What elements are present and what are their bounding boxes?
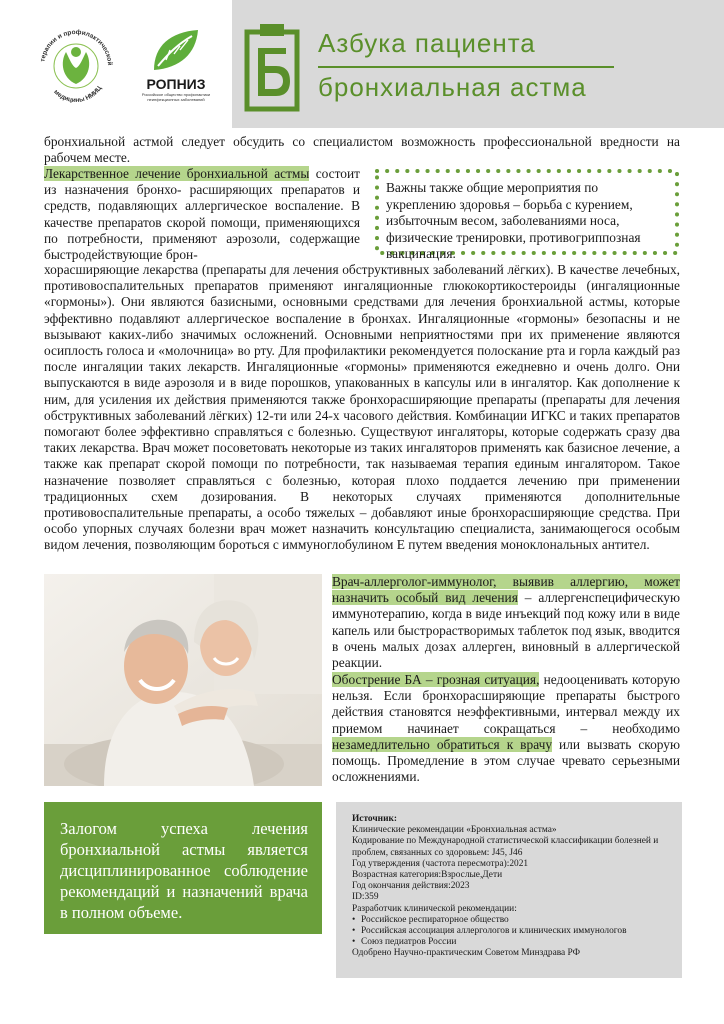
source-line: ID:359 — [352, 892, 379, 903]
allergist-highlight: Врач-аллерголог-иммунолог, выявив аллергию, может назначить особый вид лечения — [332, 574, 680, 606]
leaf-logo-icon — [136, 26, 216, 74]
logos-area — [0, 0, 232, 128]
nmits-logo-icon — [36, 22, 116, 110]
developer-list — [352, 915, 672, 949]
source-line: Год окончания действия:2023 — [352, 881, 470, 892]
treatment-text: состоит из назначения бронхо- расширяющих препаратов и средств, подавляющих аллергическое воспаление. В качестве препаратов скорой помощи, применяющихся по потребности, применяют аэрозоли, содержащие быстродействующие брон- — [44, 166, 360, 263]
source-title: Источник: — [352, 814, 397, 824]
developer-item: • Российская ассоциация аллергологов и клинических иммунологов — [352, 926, 672, 937]
ropniz-subtitle: Российское общество профилактики неинфекционных заболеваний — [141, 92, 211, 102]
success-box — [44, 802, 322, 934]
svg-text:терапии и профилактической: терапии и профилактической — [39, 28, 114, 66]
exacerbation-highlight: Обострение БА – грозная ситуация, — [332, 672, 540, 687]
title-divider — [318, 66, 614, 68]
exacerbation-end: или вызвать скорую помощь. Промедление в этом случае чревато серьезными осложнениями. — [332, 736, 680, 785]
see-doctor-highlight: незамедлительно обратиться к врачу — [332, 736, 553, 752]
exacerbation-text: недооценивать которую нельзя. Если бронхорасширяющие препараты быстрого действия становятся неэффективными, интервал между их приемом начинает сокращаться – необходимо — [332, 672, 680, 736]
source-box — [336, 802, 682, 978]
intro-paragraph: бронхиальной астмой следует обсудить со специалистом возможность профессиональной вредности на рабочем месте. — [44, 134, 680, 166]
title-line-2: бронхиальная астма — [318, 72, 587, 102]
source-line: Одобрено Научно-практическим Советом Минздрава РФ — [352, 948, 581, 959]
exacerbation-paragraph — [332, 672, 680, 785]
callout-text: Важны также общие мероприятия по укреплению здоровья – борьба с курением, избыточным весом, заболеваниями носа, физические тренировки, противогриппозная вакцинация. — [386, 180, 641, 261]
allergist-paragraph — [332, 574, 680, 671]
developer-item: • Российское респираторное общество — [352, 915, 672, 926]
success-text: Залогом успеха лечения бронхиальной астмы является дисциплинированное соблюдение рекомендаций и назначений врача в полном объеме. — [60, 819, 308, 922]
allergist-text: – аллергенспецифическую иммунотерапию, когда в виде инъекций под кожу или в виде капель или быстрорастворимых таблеток под язык, вводится в очень малых дозах аллерген, виновный в аллергической реакции. — [332, 590, 681, 671]
developer-item: • Союз педиатров России — [352, 937, 672, 948]
header — [0, 0, 724, 128]
elderly-couple-photo — [44, 574, 322, 786]
callout-box — [374, 168, 680, 261]
title-banner — [232, 0, 724, 128]
source-line: Разработчик клинической рекомендации: — [352, 903, 517, 914]
clipboard-b-icon — [244, 22, 300, 112]
source-info — [352, 814, 672, 960]
source-line: Клинические рекомендации «Бронхиальная астма» — [352, 825, 557, 836]
ropniz-logo — [136, 26, 216, 102]
source-line: Год утверждения (частота пересмотра):2021 — [352, 858, 529, 869]
source-line: Возрастная категория:Взрослые,Дети — [352, 870, 503, 881]
main-paragraph: хорасширяющие лекарства (препараты для лечения обструктивных заболеваний лёгких). В качестве лечебных, противовоспалительных препаратов применяют ингаляционные глюкокортикостероиды (ингаляционные «гормоны»). Они являются базисными, основными средствами для лечения бронхиальной астмы, которые эффективно подавляют аллергическое воспаление в бронхах. Ингаляционные «гормоны» безопасны и не вызывают каких-либо значимых осложнений. Основными неприятностями при их применение являются осиплость голоса и «молочница» во рту. Для профилактики рекомендуется полоскание рта и горла каждый раз после ингаляции таких лекарств. Ингаляционные «гормоны» применяются ежедневно и очень долго. Они выпускаются в виде аэрозоля и в виде порошков, упакованных в капсулы или в ингалятор. Как дополнение к ним, для усиления их действия применяются также бронхорасширяющие препараты (препараты для лечения обструктивных заболеваний лёгких) 12-ти или 24-х часового действия. Комбинации ИГКС и таких препаратов помогают более эффективно справляться с болезнью. Существуют ингаляторы, которые содержать сразу два таких лекарства. Врач может посоветовать некоторые из таких ингаляторов применять как базисное лечение, а также как препарат скорой помощи по потребности, так называемая терапия единым ингалятором. Такое назначение позволяет справляться с болезнью, которая плохо поддается лечению при применении традиционных схем дозирования. В некоторых случаях применяются дополнительные противовоспалительные препараты, а особо тяжелых – добавляют иные бронхорасширяющие средства. При особо упорных случаях болезни врач может назначить консультацию специалиста, занимающегося особым видом лечения, позволяющим бороться с иммуноглобулином Е путем введения моноклональных антител. — [44, 262, 680, 553]
treatment-paragraph — [44, 166, 360, 263]
treatment-highlight: Лекарственное лечение бронхиальной астмы — [44, 166, 310, 181]
title-line-1: Азбука пациента — [318, 28, 536, 58]
svg-text:медицины НМИЦ: медицины НМИЦ — [52, 84, 104, 105]
ropniz-name: РОПНИЗ — [146, 76, 206, 92]
source-line: Кодирование по Международной статистической классификации болезней и проблем, связанных со здоровьем: J45, J46 — [352, 836, 659, 858]
